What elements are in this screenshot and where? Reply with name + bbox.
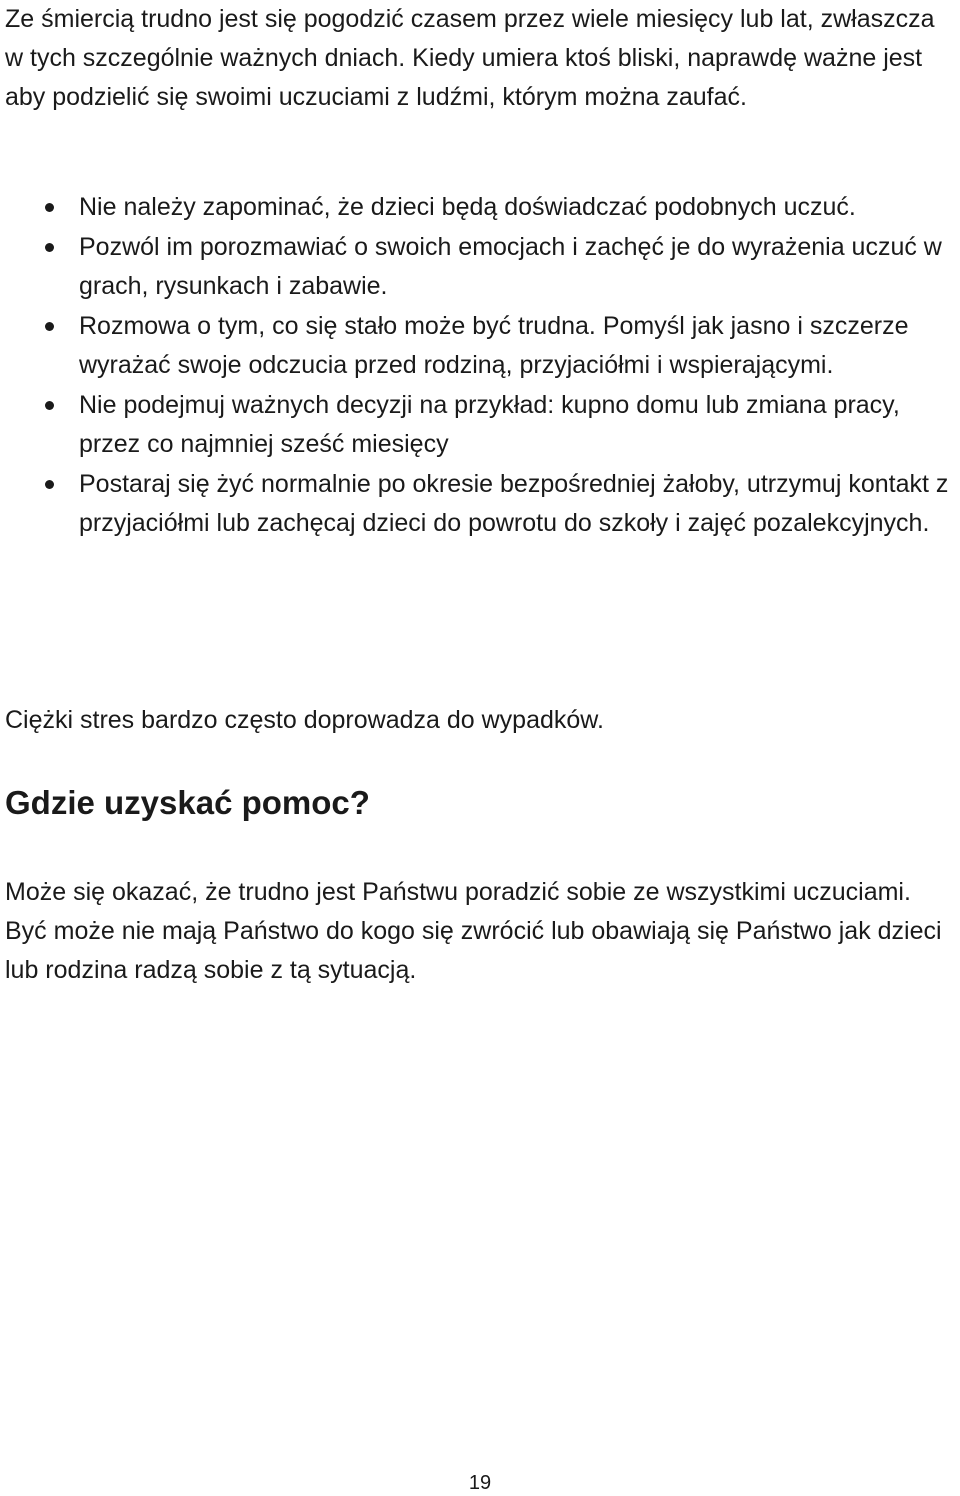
bullet-icon bbox=[45, 480, 54, 489]
list-item bbox=[0, 307, 960, 386]
bullet-icon bbox=[45, 401, 54, 410]
stress-paragraph: Ciężki stres bardzo często doprowadza do wypadków. bbox=[5, 706, 604, 734]
list-item-text: Rozmowa o tym, co się stało może być trudna. Pomyśl jak jasno i szczerze wyrażać swoje odczucia przed rodziną, przyjaciółmi i wspierającymi. bbox=[79, 311, 909, 379]
list-item-text: Pozwól im porozmawiać o swoich emocjach i zachęć je do wyrażenia uczuć w grach, rysunkach i zabawie. bbox=[79, 232, 942, 300]
list-item-text: Nie podejmuj ważnych decyzji na przykład: kupno domu lub zmiana pracy, przez co najmniej sześć miesięcy bbox=[79, 390, 900, 458]
advice-list bbox=[0, 188, 960, 544]
list-item bbox=[0, 228, 960, 307]
page-number: 19 bbox=[468, 1472, 492, 1494]
list-item bbox=[0, 188, 960, 228]
intro-paragraph: Ze śmiercią trudno jest się pogodzić czasem przez wiele miesięcy lub lat, zwłaszcza w tych szczególnie ważnych dniach. Kiedy umiera ktoś bliski, naprawdę ważne jest aby podzielić się swoimi uczuciami z ludźmi, którym można zaufać. bbox=[5, 5, 935, 111]
section-heading: Gdzie uzyskać pomoc? bbox=[5, 784, 370, 821]
list-item bbox=[0, 386, 960, 465]
list-item-text: Postaraj się żyć normalnie po okresie bezpośredniej żałoby, utrzymuj kontakt z przyjaciółmi lub zachęcaj dzieci do powrotu do szkoły i zajęć pozalekcyjnych. bbox=[79, 469, 949, 537]
bullet-icon bbox=[45, 322, 54, 331]
help-paragraph: Może się okazać, że trudno jest Państwu poradzić sobie ze wszystkimi uczuciami. Być może nie mają Państwo do kogo się zwrócić lub obawiają się Państwo jak dzieci lub rodzina radzą sobie z tą sytuacją. bbox=[5, 878, 942, 984]
bullet-icon bbox=[45, 243, 54, 252]
bullet-icon bbox=[45, 203, 54, 212]
list-item bbox=[0, 465, 960, 544]
list-item-text: Nie należy zapominać, że dzieci będą doświadczać podobnych uczuć. bbox=[79, 193, 856, 221]
